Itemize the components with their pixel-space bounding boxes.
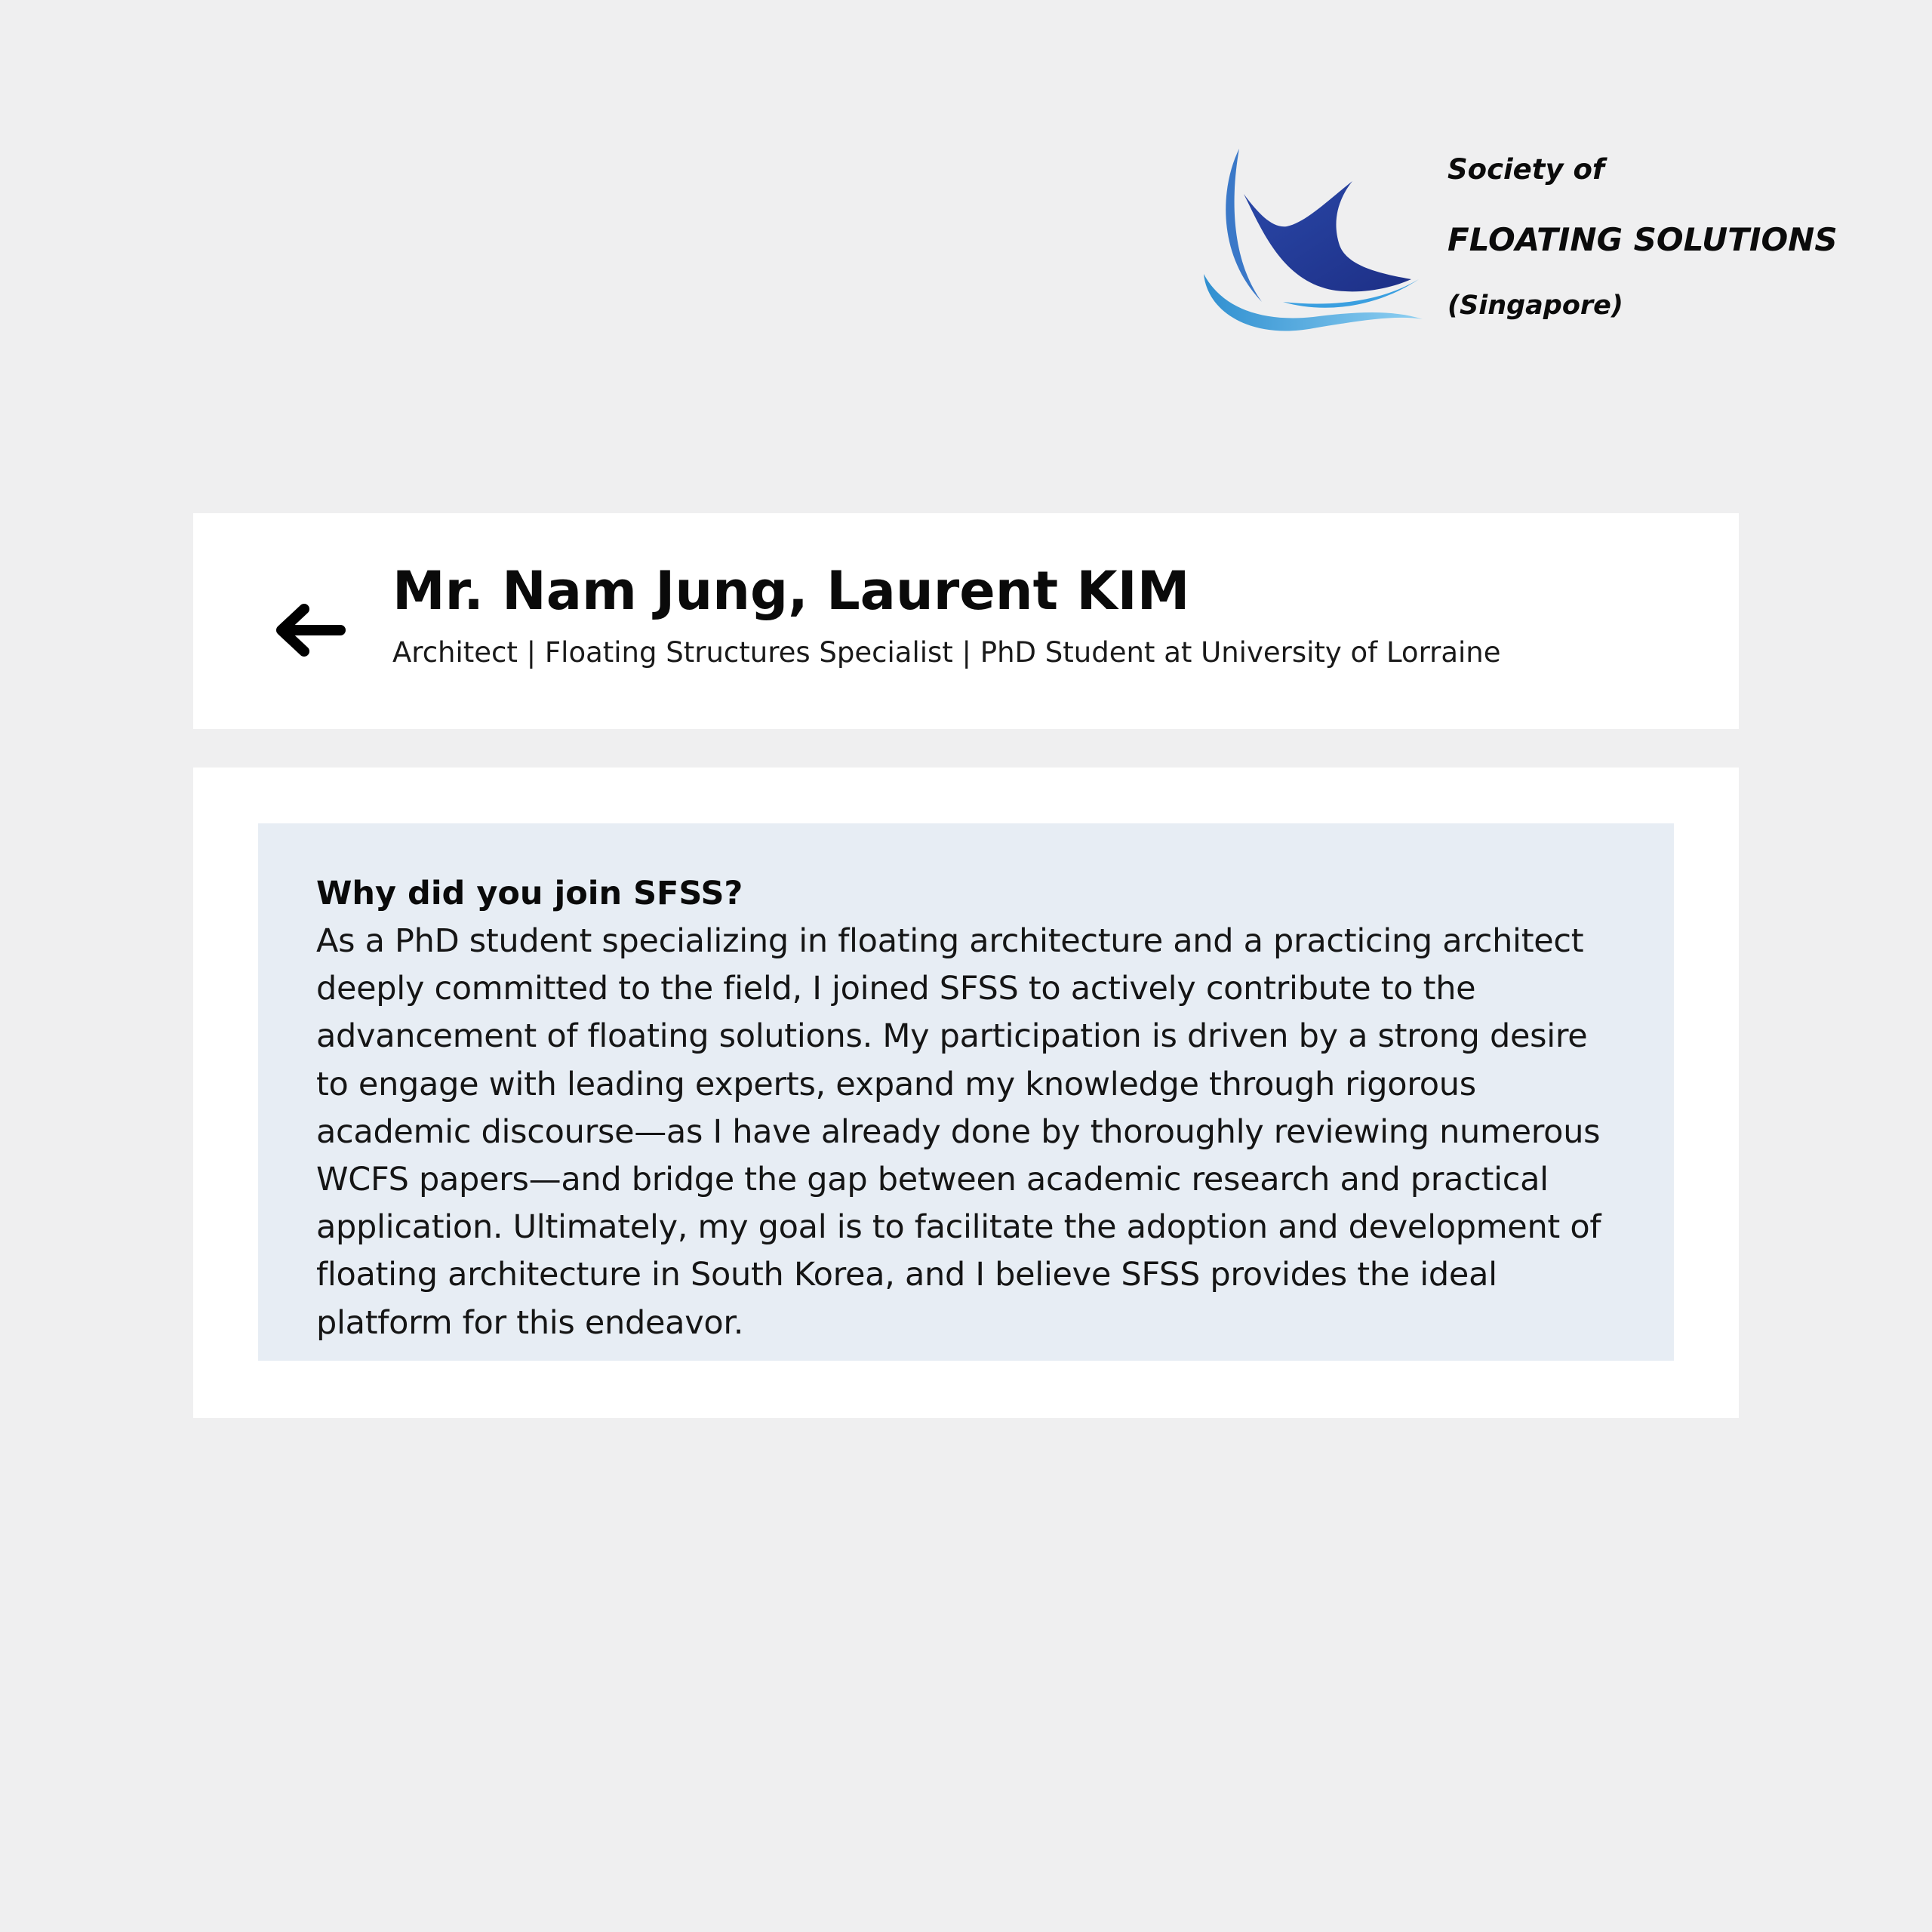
sfss-logo (1192, 140, 1838, 358)
manta-ray-logo-icon (1192, 140, 1434, 358)
back-button[interactable] (269, 589, 352, 672)
qa-answer: As a PhD student specializing in floating architecture and a practicing architect deeply committed to the field, I joined SFSS to actively contribute to the advancement of floating solutions. My participation is driven by a strong desire to engage with leading experts, expand my knowledge through rigorous academic discourse—as I have already done by thoroughly reviewing numerous WCFS papers—and bridge the gap between academic research and practical application. Ultimately, my goal is to facilitate the adoption and development of floating architecture in South Korea, and I believe SFSS provides the ideal platform for this endeavor. (316, 922, 1601, 1342)
person-title: Architect | Floating Structures Specialist | PhD Student at University of Lorraine (392, 636, 1501, 669)
person-name: Mr. Nam Jung, Laurent KIM (392, 560, 1190, 622)
qa-question: Why did you join SFSS? (316, 875, 743, 912)
logo-line-society: Society of (1447, 153, 1604, 186)
logo-line-floating-solutions: FLOATING SOLUTIONS (1447, 221, 1838, 258)
qa-box (258, 823, 1674, 1361)
profile-header-card (193, 513, 1739, 729)
arrow-left-icon (272, 603, 348, 657)
logo-line-singapore: (Singapore) (1447, 291, 1623, 321)
profile-content-card (193, 768, 1739, 1418)
logo-wordmark (1447, 140, 1838, 358)
